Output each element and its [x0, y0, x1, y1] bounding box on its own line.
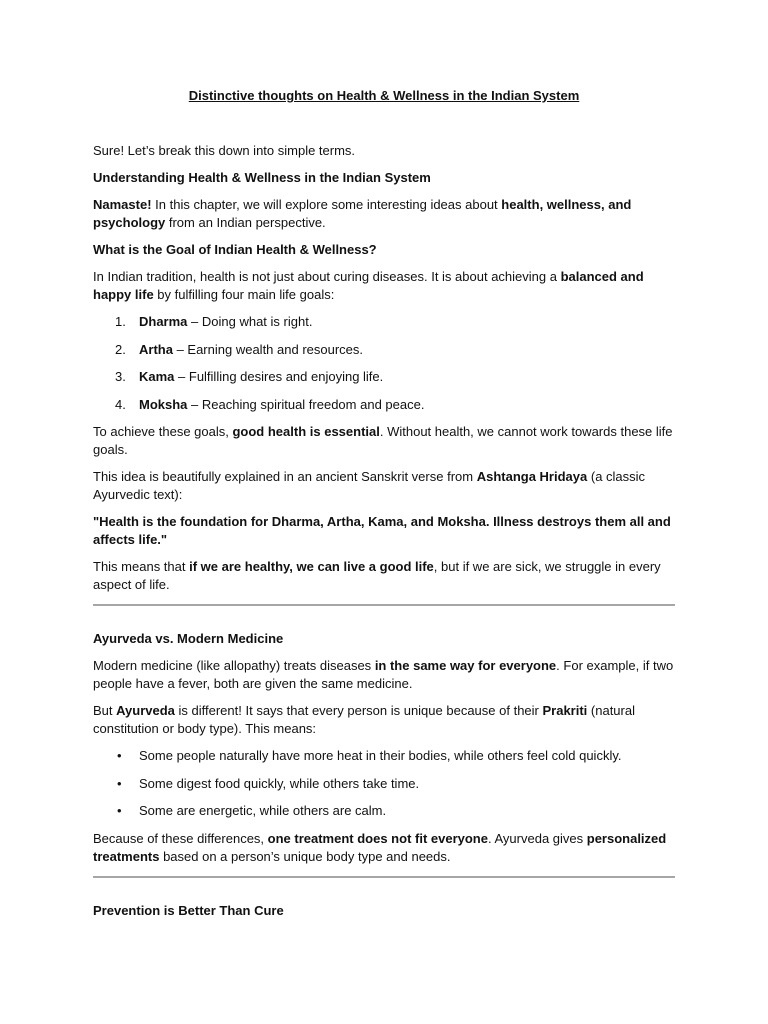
- achieve-text-1: To achieve these goals,: [93, 424, 233, 439]
- goal-desc: – Reaching spiritual freedom and peace.: [187, 396, 425, 412]
- list-item: [93, 396, 675, 414]
- goal-desc: – Doing what is right.: [187, 314, 313, 329]
- list-number: 1.: [115, 314, 126, 329]
- document-body: [93, 142, 675, 929]
- document-title: Distinctive thoughts on Health & Wellness in the Indian System: [188, 88, 580, 103]
- achieve-bold: good health is essential: [232, 424, 380, 439]
- modern-paragraph: [93, 657, 675, 693]
- list-item: [93, 802, 675, 820]
- because-text-1: Because of these differences,: [93, 830, 268, 846]
- idea-text-1: This idea is beautifully explained in an ancient Sanskrit verse from: [93, 469, 477, 484]
- bullet-text: Some are energetic, while others are calm.: [139, 803, 387, 818]
- goal-term: Kama: [139, 369, 175, 384]
- list-item: [93, 368, 675, 386]
- ayurveda-heading: Ayurveda vs. Modern Medicine: [93, 631, 284, 646]
- because-text-3: based on a person’s unique body type and needs.: [159, 848, 451, 864]
- list-number: 3.: [115, 369, 126, 384]
- list-number: 2.: [115, 341, 126, 357]
- sanskrit-quote: "Health is the foundation for Dharma, Artha, Kama, and Moksha. Illness destroys them all and affects life.": [93, 514, 671, 547]
- list-number: 4.: [115, 396, 126, 412]
- list-item: [93, 341, 675, 359]
- goal-paragraph: [93, 268, 675, 304]
- because-bold-1: one treatment does not fit everyone: [267, 830, 488, 846]
- goal-term: Artha: [139, 341, 173, 357]
- namaste-text-1: In this chapter, we will explore some interesting ideas about: [151, 197, 502, 212]
- goal-text-2: by fulfilling four main life goals:: [153, 287, 335, 302]
- bullet-text: Some people naturally have more heat in their bodies, while others feel cold quickly.: [139, 748, 622, 763]
- bullet-marker: •: [117, 748, 122, 763]
- section-heading-understanding: Understanding Health & Wellness in the Indian System: [93, 170, 431, 185]
- namaste-bold-2: health, wellness, and psychology: [93, 197, 632, 230]
- modern-text-1: Modern medicine (like allopathy) treats diseases: [93, 658, 375, 673]
- idea-text-2: (a classic Ayurvedic text):: [93, 469, 646, 502]
- achieve-text-2: . Without health, we cannot work towards these life goals.: [93, 424, 673, 457]
- bullet-text: Some digest food quickly, while others take time.: [139, 775, 420, 791]
- goal-term: Dharma: [139, 314, 188, 329]
- goal-text-1: In Indian tradition, health is not just about curing diseases. It is about achieving a: [93, 269, 561, 284]
- life-goals-list: [93, 313, 675, 414]
- but-bold-ayurveda: Ayurveda: [116, 703, 175, 718]
- means-text-2: , but if we are sick, we struggle in every aspect of life.: [93, 559, 661, 592]
- means-text-1: This means that: [93, 559, 190, 574]
- list-item: [93, 313, 675, 331]
- means-paragraph: [93, 558, 675, 594]
- achieve-paragraph: [93, 423, 675, 459]
- goal-bold: balanced and happy life: [93, 269, 644, 302]
- bullet-marker: •: [117, 803, 122, 818]
- namaste-text-2: from an Indian perspective.: [165, 215, 326, 230]
- prevention-heading: Prevention is Better Than Cure: [93, 902, 284, 918]
- idea-bold: Ashtanga Hridaya: [476, 469, 588, 484]
- because-paragraph: [93, 830, 675, 866]
- goal-term: Moksha: [139, 396, 188, 412]
- list-item: [93, 775, 675, 793]
- but-text-3: (natural constitution or body type). This means:: [93, 703, 635, 736]
- but-paragraph: [93, 702, 675, 738]
- because-text-2: . Ayurveda gives: [487, 830, 587, 846]
- namaste-bold: Namaste!: [93, 197, 152, 212]
- goal-desc: – Fulfilling desires and enjoying life.: [174, 369, 384, 384]
- horizontal-divider: [93, 604, 675, 606]
- list-item: [93, 747, 675, 765]
- modern-text-2: . For example, if two people have a fever, both are given the same medicine.: [93, 658, 674, 691]
- horizontal-divider: [93, 876, 675, 878]
- differences-list: [93, 747, 675, 820]
- goal-heading: What is the Goal of Indian Health & Wellness?: [93, 242, 377, 257]
- namaste-paragraph: [93, 196, 675, 232]
- means-bold: if we are healthy, we can live a good life: [189, 559, 434, 574]
- because-bold-2: personalized treatments: [93, 830, 667, 864]
- idea-paragraph: [93, 468, 675, 504]
- but-text-1: But: [93, 703, 117, 718]
- bullet-marker: •: [117, 775, 122, 791]
- but-bold-prakriti: Prakriti: [542, 703, 588, 718]
- goal-desc: – Earning wealth and resources.: [172, 341, 364, 357]
- intro-paragraph: Sure! Let’s break this down into simple terms.: [93, 143, 356, 158]
- but-text-2: is different! It says that every person is unique because of their: [174, 703, 543, 718]
- modern-bold: in the same way for everyone: [374, 658, 557, 673]
